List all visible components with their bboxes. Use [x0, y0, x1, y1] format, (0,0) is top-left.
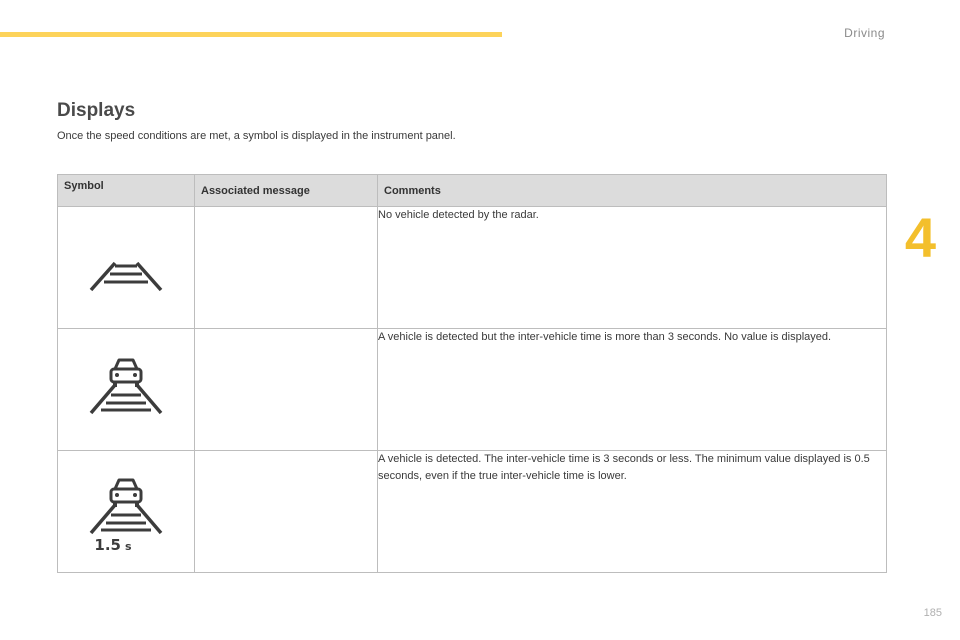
header-associated-message: Associated message: [195, 175, 378, 207]
comment-cell: A vehicle is detected. The inter-vehicle time is 3 seconds or less. The minimum value displayed is 0.5 seconds, even if the true inter-vehicle time is lower.: [378, 451, 887, 573]
message-cell: [195, 329, 378, 451]
message-cell: [195, 207, 378, 329]
chapter-number: 4: [904, 206, 936, 269]
inter-vehicle-time-unit: s: [125, 540, 132, 553]
table-row: [58, 451, 887, 573]
vehicle-ahead-time-icon: [71, 451, 181, 572]
page-number: 185: [923, 607, 942, 619]
symbol-cell: [58, 451, 195, 573]
page-title: Displays: [57, 100, 136, 121]
table-row: [58, 329, 887, 451]
accent-bar: [0, 32, 502, 37]
section-label: Driving: [844, 26, 885, 40]
header-symbol: Symbol: [58, 175, 195, 207]
table-row: [58, 207, 887, 329]
table-header-row: [58, 175, 887, 207]
comment-cell: A vehicle is detected but the inter-vehicle time is more than 3 seconds. No value is displayed.: [378, 329, 887, 451]
symbol-cell: [58, 207, 195, 329]
message-cell: [195, 451, 378, 573]
vehicle-ahead-icon: [71, 329, 181, 450]
symbol-cell: [58, 329, 195, 451]
header-comments: Comments: [378, 175, 887, 207]
comment-cell: No vehicle detected by the radar.: [378, 207, 887, 329]
displays-table: [57, 174, 887, 573]
lane-lines-icon: [71, 207, 181, 328]
inter-vehicle-time-value: 1.5: [94, 536, 121, 554]
intro-text: Once the speed conditions are met, a symbol is displayed in the instrument panel.: [57, 130, 456, 142]
